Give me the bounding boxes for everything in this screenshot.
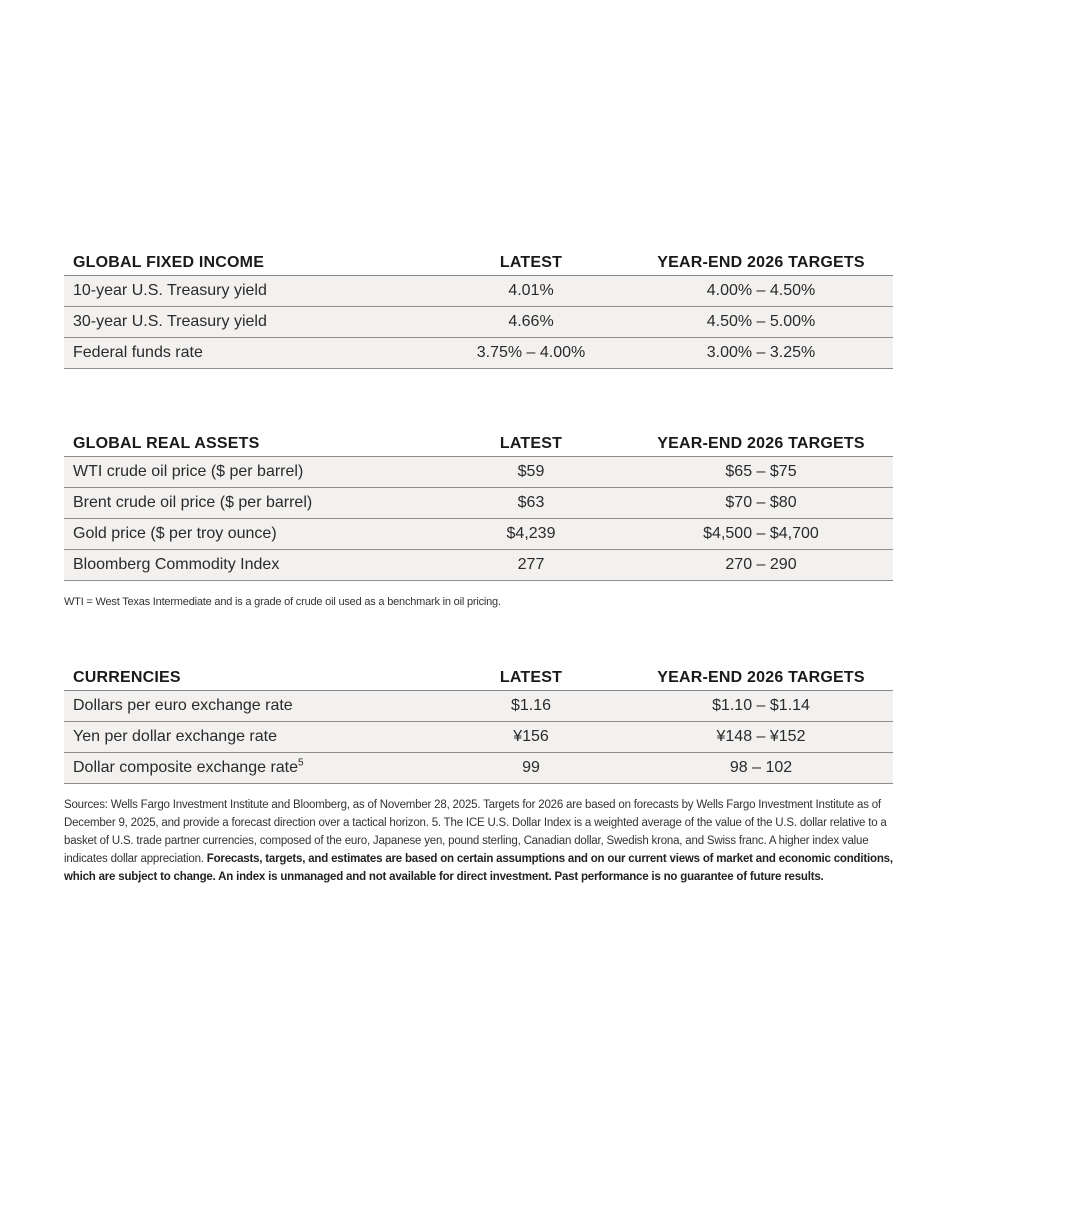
table-row xyxy=(64,722,893,753)
latest-header: LATEST xyxy=(433,658,629,691)
table-header-row xyxy=(64,424,893,457)
row-label: Gold price ($ per troy ounce) xyxy=(64,519,433,550)
section-title: GLOBAL REAL ASSETS xyxy=(64,424,433,457)
table-row xyxy=(64,550,893,581)
table-row xyxy=(64,519,893,550)
target-value: 98 – 102 xyxy=(629,753,893,784)
sources-text: Sources: Wells Fargo Investment Institute and Bloomberg, as of November 28, 2025. Targets for 2026 are based on forecasts by Wells Fargo Investment Institute as of December 9, 2025, and provide a forecast direction over a tactical horizon. 5. The ICE U.S. Dollar Index is a weighted average of the value of the U.S. dollar relative to a basket of U.S. trade partner currencies, composed of the euro, Japanese yen, pound sterling, Canadian dollar, Swedish krona, and Swiss franc. A higher index value indicates dollar appreciation. xyxy=(64,799,887,865)
target-value: $1.10 – $1.14 xyxy=(629,691,893,722)
table-header-row xyxy=(64,658,893,691)
table-row xyxy=(64,488,893,519)
row-label: Federal funds rate xyxy=(64,338,433,369)
target-value: 4.50% – 5.00% xyxy=(629,307,893,338)
target-value: $4,500 – $4,700 xyxy=(629,519,893,550)
latest-value: ¥156 xyxy=(433,722,629,753)
latest-value: $4,239 xyxy=(433,519,629,550)
row-label: 10-year U.S. Treasury yield xyxy=(64,276,433,307)
latest-value: 99 xyxy=(433,753,629,784)
latest-header: LATEST xyxy=(433,243,629,276)
footnote-marker: 5 xyxy=(298,757,304,769)
row-label: 30-year U.S. Treasury yield xyxy=(64,307,433,338)
row-label: Bloomberg Commodity Index xyxy=(64,550,433,581)
table-row xyxy=(64,457,893,488)
target-value: $70 – $80 xyxy=(629,488,893,519)
target-value: 4.00% – 4.50% xyxy=(629,276,893,307)
row-label-text: Dollar composite exchange rate xyxy=(73,759,299,776)
table-row xyxy=(64,753,893,784)
target-value: $65 – $75 xyxy=(629,457,893,488)
targets-header: YEAR-END 2026 TARGETS xyxy=(629,243,893,276)
currencies-table xyxy=(64,658,893,784)
row-label: Dollars per euro exchange rate xyxy=(64,691,433,722)
targets-header: YEAR-END 2026 TARGETS xyxy=(629,424,893,457)
latest-header: LATEST xyxy=(433,424,629,457)
row-label: Yen per dollar exchange rate xyxy=(64,722,433,753)
table-row xyxy=(64,691,893,722)
real-assets-table xyxy=(64,424,893,581)
table-row xyxy=(64,307,893,338)
row-label: WTI crude oil price ($ per barrel) xyxy=(64,457,433,488)
latest-value: $1.16 xyxy=(433,691,629,722)
latest-value: 277 xyxy=(433,550,629,581)
row-label: Brent crude oil price ($ per barrel) xyxy=(64,488,433,519)
target-value: 3.00% – 3.25% xyxy=(629,338,893,369)
latest-value: 3.75% – 4.00% xyxy=(433,338,629,369)
latest-value: 4.66% xyxy=(433,307,629,338)
fixed-income-table xyxy=(64,243,893,369)
target-value: ¥148 – ¥152 xyxy=(629,722,893,753)
row-label xyxy=(64,753,433,784)
disclaimer-text: Forecasts, targets, and estimates are based on certain assumptions and on our current views of market and economic conditions, which are subject to change. An index is unmanaged and not available for direct investment. Past performance is no guarantee of future results. xyxy=(64,853,893,883)
table-row xyxy=(64,338,893,369)
sources-note xyxy=(64,796,894,886)
latest-value: $63 xyxy=(433,488,629,519)
table-header-row xyxy=(64,243,893,276)
section-title: GLOBAL FIXED INCOME xyxy=(64,243,433,276)
wti-footnote: WTI = West Texas Intermediate and is a grade of crude oil used as a benchmark in oil pricing. xyxy=(64,596,501,608)
latest-value: 4.01% xyxy=(433,276,629,307)
table-row xyxy=(64,276,893,307)
targets-header: YEAR-END 2026 TARGETS xyxy=(629,658,893,691)
section-title: CURRENCIES xyxy=(64,658,433,691)
target-value: 270 – 290 xyxy=(629,550,893,581)
latest-value: $59 xyxy=(433,457,629,488)
